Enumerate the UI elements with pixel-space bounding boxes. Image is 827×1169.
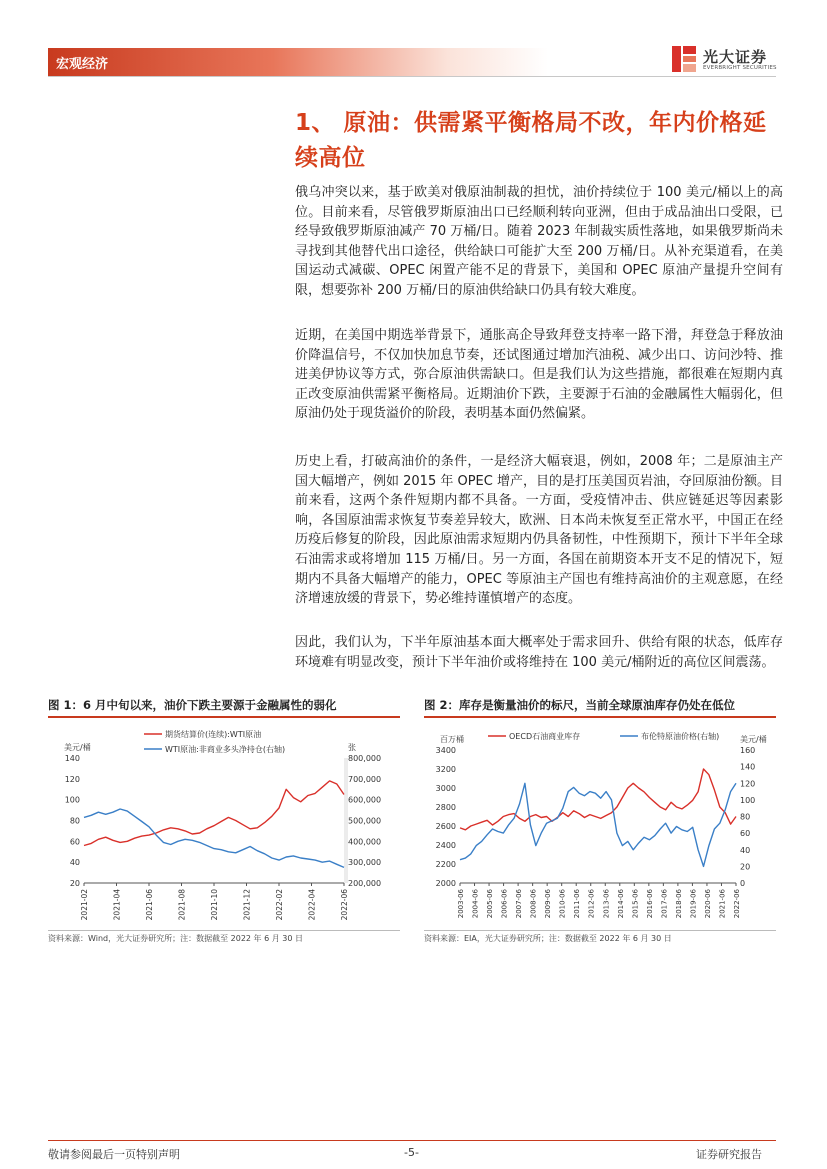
right-tick-label: 140 [740, 762, 756, 772]
x-tick-label: 2021-04 [112, 889, 122, 921]
right-tick-label: 200,000 [348, 879, 382, 888]
figure1-source: 资料来源：Wind，光大证券研究所；注：数据截至 2022 年 6 月 30 日 [48, 934, 303, 943]
x-tick-label: 2019-06 [689, 889, 698, 919]
figure2-rule [424, 716, 776, 718]
legend-label: WTI原油:非商业多头净持仓(右轴) [165, 745, 286, 754]
paragraph-4: 因此，我们认为，下半年原油基本面大概率处于需求回升、供给有限的状态，低库存环境难有明显改变，预计下半年油价或将维持在 100 美元/桶附近的高位区间震荡。 [295, 635, 783, 670]
x-tick-label: 2004-06 [471, 889, 480, 919]
legend-label: 布伦特原油价格(右轴) [641, 732, 720, 741]
figure2-title: 图 2：库存是衡量油价的标尺，当前全球原油库存仍处在低位 [424, 698, 736, 712]
page-number: -5- [404, 1146, 419, 1159]
x-tick-label: 2020-06 [703, 889, 712, 919]
left-tick-label: 140 [64, 754, 80, 763]
x-tick-label: 2017-06 [660, 889, 669, 919]
x-tick-label: 2018-06 [674, 889, 683, 919]
figure1-source-rule [48, 930, 400, 931]
figure1-rule [48, 716, 400, 718]
left-tick-label: 2800 [435, 803, 456, 812]
left-tick-label: 2000 [435, 879, 456, 888]
right-axis-unit: 美元/桶 [740, 735, 767, 744]
right-tick-label: 0 [740, 879, 746, 888]
x-tick-label: 2021-02 [80, 889, 89, 921]
left-tick-label: 3000 [435, 784, 456, 793]
figure2-source: 资料来源：EIA，光大证券研究所；注：数据截至 2022 年 6 月 30 日 [424, 934, 672, 943]
section-title: 1、 原油：供需紧平衡格局不改，年内价格延续高位 [295, 110, 767, 171]
left-tick-label: 2600 [435, 822, 456, 831]
header-band [48, 48, 548, 76]
series-line-secondary [84, 809, 344, 867]
left-tick-label: 2400 [435, 841, 456, 850]
everbright-logo-icon [672, 46, 696, 72]
x-tick-label: 2014-06 [616, 889, 625, 919]
x-tick-label: 2011-06 [573, 889, 582, 919]
right-tick-label: 400,000 [348, 837, 382, 847]
right-tick-label: 20 [740, 862, 751, 872]
x-tick-label: 2022-04 [307, 889, 317, 921]
paragraph-1: 俄乌冲突以来，基于欧美对俄原油制裁的担忧，油价持续位于 100 美元/桶以上的高位。目前来看，尽管俄罗斯原油出口已经顺利转向亚洲，但由于成品油出口受限，已经导致俄罗斯原油减产 70 万桶/日。随着 2023 年制裁实质性落地，如果俄罗斯尚未寻找到其他替代出口途径，供给缺口可能扩大至 200 万桶/日。从补充渠道看，在美国运动式减碳、OPEC 闲置产能不足的背景下，美国和 OPEC 原油产量提升空间有限，想要弥补 200 万桶/日的原油供给缺口仍具有较大难度。 [295, 185, 783, 298]
x-tick-label: 2021-06 [145, 889, 154, 921]
x-tick-label: 2021-08 [177, 889, 187, 921]
figure1-chart [48, 722, 400, 928]
x-tick-label: 2015-06 [631, 889, 640, 919]
right-tick-label: 700,000 [348, 774, 382, 784]
x-tick-label: 2006-06 [500, 889, 509, 919]
x-tick-label: 2022-06 [733, 889, 741, 919]
x-tick-label: 2008-06 [529, 889, 538, 919]
x-tick-label: 2022-06 [340, 889, 349, 921]
right-tick-label: 80 [740, 812, 751, 822]
right-tick-label: 800,000 [348, 754, 382, 763]
series-line-primary [84, 781, 344, 846]
left-tick-label: 80 [69, 816, 80, 826]
footer-divider [48, 1140, 776, 1141]
header-divider [48, 76, 776, 77]
x-tick-label: 2021-12 [242, 889, 252, 921]
x-tick-label: 2010-06 [558, 889, 567, 919]
paragraph-2: 近期，在美国中期选举背景下，通胀高企导致拜登支持率一路下滑，拜登急于释放油价降温信号，不仅加快加息节奏，还试图通过增加汽油税、减少出口、访问沙特、推进美伊协议等方式，弥合原油供需缺口。但是我们认为这些措施，都很难在短期内真正改变原油供需紧平衡格局。近期油价下跌，主要源于石油的金融属性大幅弱化，但原油仍处于现货溢价的阶段，表明基本面仍然偏紧。 [295, 328, 783, 422]
x-tick-label: 2009-06 [544, 889, 553, 919]
left-tick-label: 100 [64, 795, 80, 805]
section-label: 宏观经济 [56, 57, 109, 72]
right-tick-label: 100 [740, 795, 756, 805]
left-tick-label: 20 [69, 879, 80, 888]
right-tick-label: 40 [740, 845, 751, 855]
series-line-primary [460, 769, 736, 830]
figure2-chart [424, 722, 776, 928]
left-axis-unit: 百万桶 [440, 735, 464, 744]
left-tick-label: 3400 [435, 746, 456, 755]
figure1-title: 图 1：6 月中旬以来，油价下跌主要源于金融属性的弱化 [48, 698, 337, 712]
logo-name-cn: 光大证券 [703, 48, 768, 66]
left-tick-label: 120 [64, 774, 80, 784]
right-tick-label: 600,000 [348, 795, 382, 805]
right-axis-unit: 张 [348, 743, 356, 752]
left-tick-label: 60 [69, 837, 80, 847]
right-tick-label: 60 [740, 829, 751, 839]
x-tick-label: 2013-06 [602, 889, 611, 919]
left-axis-unit: 美元/桶 [64, 743, 91, 752]
right-tick-label: 300,000 [348, 858, 382, 868]
x-tick-label: 2016-06 [645, 889, 654, 919]
x-tick-label: 2007-06 [515, 889, 524, 919]
right-tick-label: 160 [740, 746, 756, 755]
logo-name-en: EVERBRIGHT SECURITIES [703, 65, 777, 71]
left-tick-label: 3200 [435, 765, 456, 774]
x-tick-label: 2021-10 [210, 889, 219, 921]
paragraph-3: 历史上看，打破高油价的条件，一是经济大幅衰退，例如，2008 年；二是原油主产国大幅增产，例如 2015 年 OPEC 增产，目的是打压美国页岩油，夺回原油份额。目前来看，这两个条件短期内都不具备。一方面，受疫情冲击、供应链延迟等因素影响，各国原油需求恢复节奏差异较大，欧洲、日本尚未恢复至正常水平，中国正在经历疫后修复的阶段，因此原油需求短期内仍具备韧性，中性预期下，预计下半年全球石油需求或将增加 115 万桶/日。另一方面，各国在前期资本开支不足的情况下，短期内不具备大幅增产的能力，OPEC 等原油主产国也有维持高油价的主观意愿，在经济增速放缓的背景下，势必维持谨慎增产的态度。 [295, 454, 783, 607]
footer-report-type: 证券研究报告 [696, 1148, 762, 1161]
right-tick-label: 120 [740, 779, 756, 789]
footer-disclaimer: 敬请参阅最后一页特别声明 [48, 1148, 180, 1161]
series-line-secondary [460, 783, 736, 866]
right-tick-label: 500,000 [348, 816, 382, 826]
x-tick-label: 2021-06 [718, 889, 727, 919]
legend-label: OECD石油商业库存 [509, 732, 581, 741]
figure2-source-rule [424, 930, 776, 931]
x-tick-label: 2003-06 [457, 889, 465, 919]
left-tick-label: 40 [69, 858, 80, 868]
legend-label: 期货结算价(连续):WTI原油 [165, 730, 262, 739]
left-tick-label: 2200 [435, 860, 456, 869]
x-tick-label: 2022-02 [275, 889, 284, 921]
x-tick-label: 2005-06 [486, 889, 495, 919]
x-tick-label: 2012-06 [587, 889, 596, 919]
